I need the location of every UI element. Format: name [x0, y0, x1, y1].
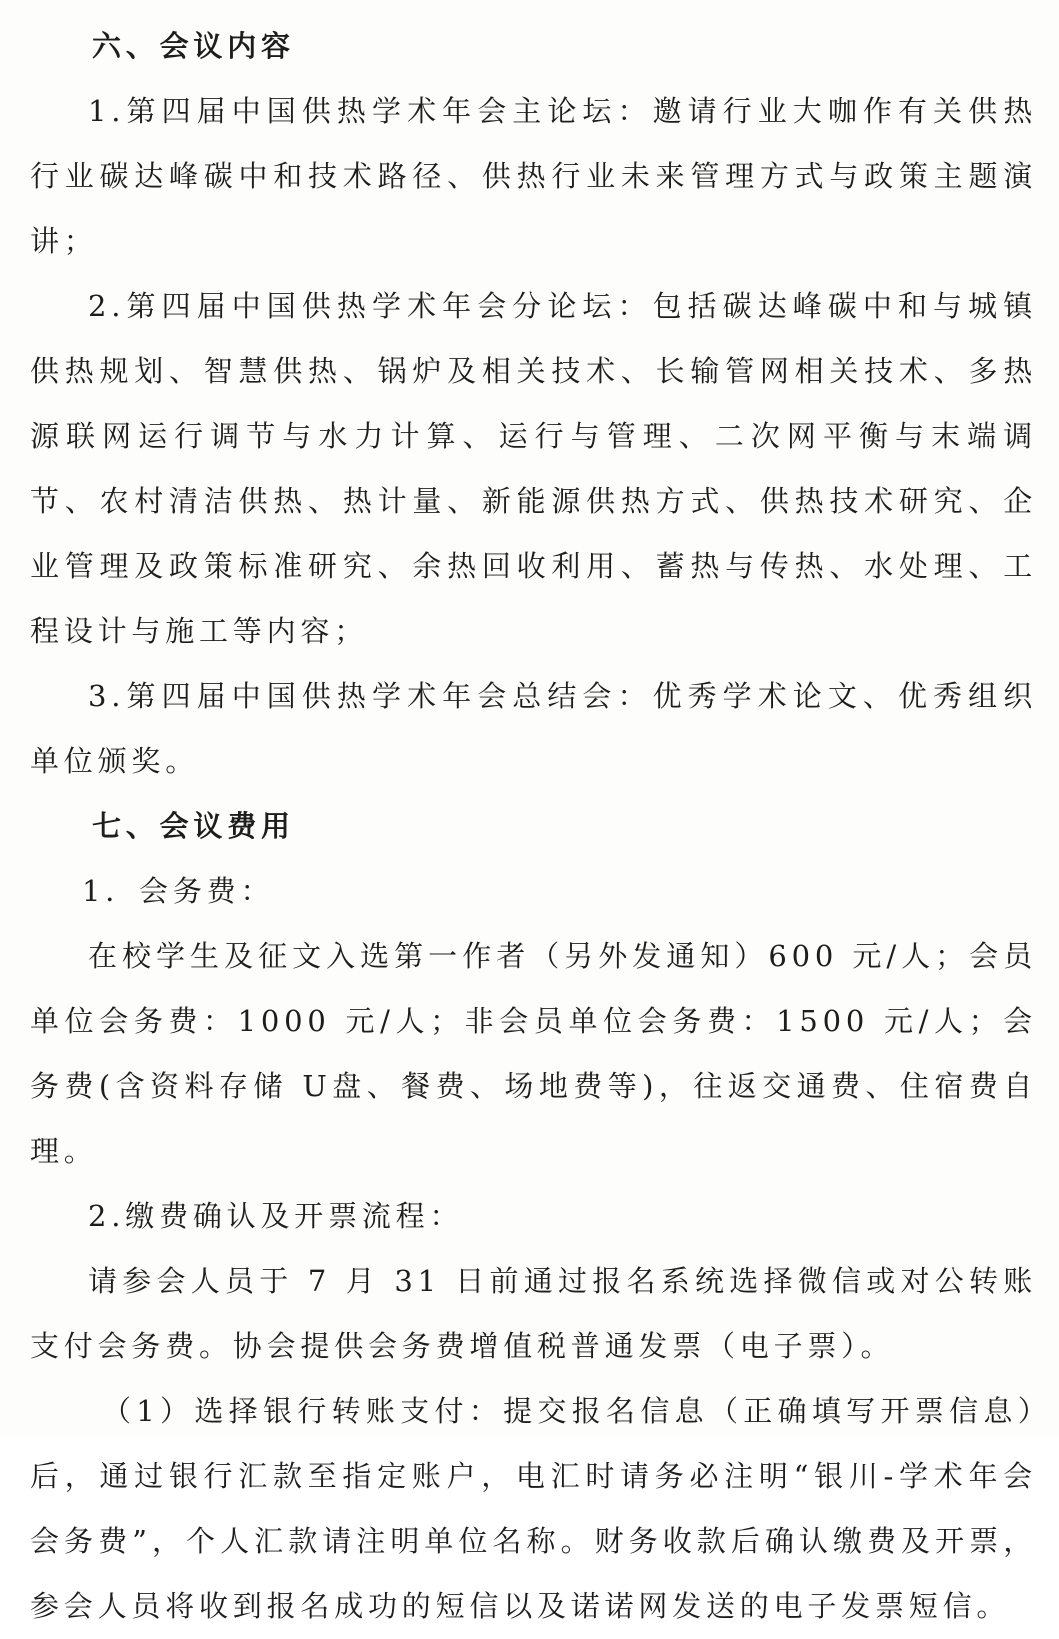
payment-title: 2.缴费确认及开票流程： [88, 1199, 464, 1233]
section-6-item-3: 3.第四届中国供热学术年会总结会：优秀学术论文、优秀组织单位颁奖。 [30, 679, 1037, 778]
fee-text: 在校学生及征文入选第一作者（另外发通知）600 元/人；会员单位会务费：1000 元/人；非会员单位会务费：1500 元/人；会务费(含资料存储 U盘、餐费、场地费等)，往返交通费、住宿费自理。 [30, 939, 1037, 1168]
section-6-item-2: 2.第四届中国供热学术年会分论坛：包括碳达峰碳中和与城镇供热规划、智慧供热、锅炉及相关技术、长输管网相关技术、多热源联网运行调节与水力计算、运行与管理、二次网平衡与末端调节、农村清洁供热、热计量、新能源供热方式、供热技术研究、企业管理及政策标准研究、余热回收利用、蓄热与传热、水处理、工程设计与施工等内容； [30, 289, 1037, 648]
section-6-heading: 六、会议内容 [92, 29, 295, 63]
fee-title: 1．会务费： [82, 874, 275, 908]
bank-transfer-text: （1）选择银行转账支付：提交报名信息（正确填写开票信息）后，通过银行汇款至指定账户，电汇时请务必注明“银川-学术年会会务费”，个人汇款请注明单位名称。财务收款后确认缴费及开票，参会人员将收到报名成功的短信以及诺诺网发送的电子发票短信。 [30, 1394, 1037, 1623]
payment-text: 请参会人员于 7 月 31 日前通过报名系统选择微信或对公转账支付会务费。协会提供会务费增值税普通发票（电子票）。 [30, 1264, 1037, 1363]
section-7-heading: 七、会议费用 [92, 809, 295, 843]
section-6-item-1: 1.第四届中国供热学术年会主论坛：邀请行业大咖作有关供热行业碳达峰碳中和技术路径、供热行业未来管理方式与政策主题演讲； [30, 94, 1037, 258]
